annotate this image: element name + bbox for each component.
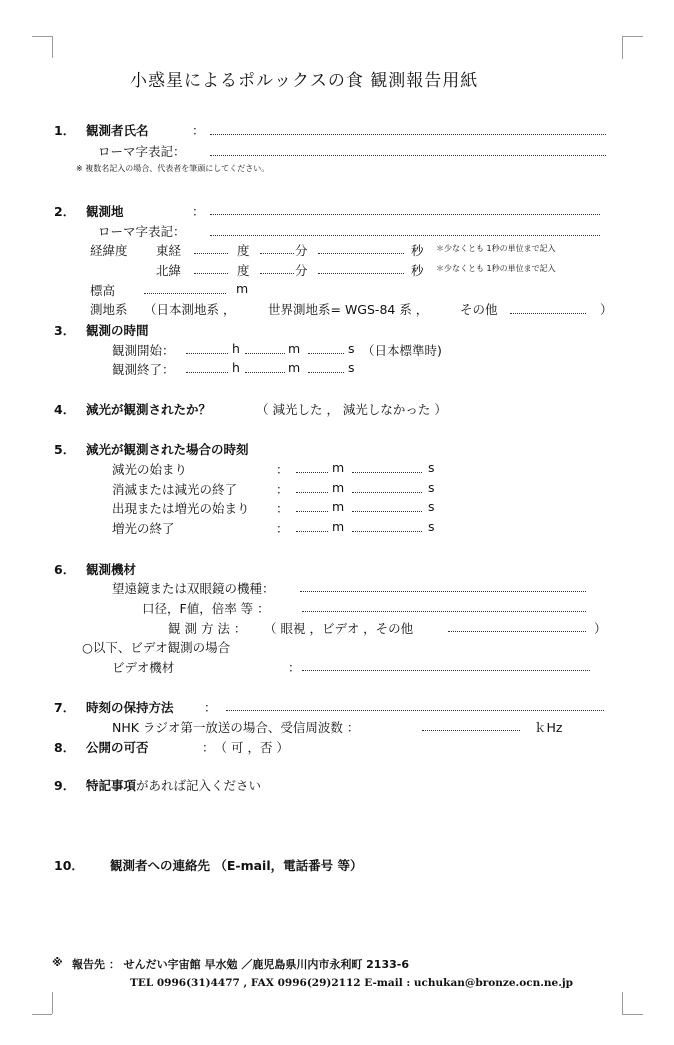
method-close: ） [594, 621, 607, 636]
datum-label: 測地系 [90, 302, 128, 317]
s1-label: 観測者氏名 [86, 123, 149, 138]
s5-row-m-field[interactable] [296, 531, 328, 532]
s5-row-s-unit: s [428, 480, 435, 495]
north-sec-field[interactable] [318, 273, 404, 274]
end-h-field[interactable] [186, 372, 228, 373]
s2-number: 2． [54, 204, 76, 219]
datum-other-field[interactable] [510, 313, 586, 314]
east-min-field[interactable] [260, 253, 294, 254]
s5-label: 減光が観測された場合の時刻 [86, 442, 249, 457]
datum-close: ） [600, 302, 613, 317]
publish-options[interactable]: ： （ 可 ，否 ） [202, 740, 289, 755]
crop-mark-top-right [622, 36, 643, 59]
east-deg-unit: 度 [237, 243, 250, 258]
start-m-field[interactable] [245, 353, 285, 354]
video-note: ○以下、ビデオ観測の場合 [82, 640, 231, 655]
video-field[interactable] [302, 670, 590, 671]
s9-label-rest: があれば記入ください [136, 778, 262, 793]
footer-mark: ※ [52, 956, 63, 969]
site-roma-field[interactable] [210, 235, 600, 236]
start-m-unit: m [288, 341, 301, 356]
s4-options[interactable]: （ 減光した ， 減光しなかった ） [256, 402, 447, 417]
nhk-freq-field[interactable] [422, 730, 520, 731]
s5-row-m-field[interactable] [296, 472, 328, 473]
s6-number: 6． [54, 562, 76, 577]
contact-area[interactable] [86, 876, 606, 936]
aperture-field[interactable] [302, 611, 586, 612]
start-s-unit: s [348, 341, 355, 356]
start-label: 観測開始： [112, 343, 175, 358]
s9-label-bold: 特記事項 [86, 778, 137, 793]
timekeeping-field[interactable] [226, 710, 604, 711]
north-min-unit: 分 [295, 263, 308, 278]
alt-label: 標高 [90, 283, 116, 298]
s7-label: 時刻の保持方法 [86, 700, 174, 715]
footer-line2: TEL 0996(31)4477 , FAX 0996(29)2112 E-mail : uchukan@bronze.ocn.ne.jp [130, 977, 574, 989]
nhk-label: NHK ラジオ第一放送の場合、受信周波数 ： [112, 720, 360, 735]
s5-row-label: 増光の終了 [112, 521, 175, 536]
s3-label: 観測の時間 [86, 323, 149, 338]
end-m-unit: m [288, 360, 301, 375]
s1-number: 1． [54, 123, 76, 138]
crop-mark-bottom-left-v [52, 992, 53, 1014]
s5-row-s-unit: s [428, 460, 435, 475]
video-colon: ： [288, 660, 301, 675]
north-deg-unit: 度 [237, 263, 250, 278]
s8-label: 公開の可否 [86, 740, 149, 755]
s5-row-s-unit: s [428, 499, 435, 514]
s5-row-colon: ： [276, 521, 289, 536]
s5-row-s-field[interactable] [352, 511, 422, 512]
s5-row-label: 減光の始まり [112, 462, 188, 477]
s5-row-s-field[interactable] [352, 472, 422, 473]
s5-row-label: 出現または増光の始まり [112, 501, 250, 516]
s5-row-label: 消滅または減光の終了 [112, 482, 238, 497]
aperture-label: 口径，F値，倍率 等 ： [142, 601, 270, 616]
page-title: 小惑星によるポルックスの食 観測報告用紙 [130, 71, 479, 91]
s10-label: 観測者への連絡先 （E-mail，電話番号 等） [110, 858, 363, 873]
east-sec-unit: 秒 [411, 243, 424, 258]
alt-field[interactable] [144, 293, 226, 294]
s5-row-s-field[interactable] [352, 531, 422, 532]
north-min-field[interactable] [260, 273, 294, 274]
s6-label: 観測機材 [86, 562, 137, 577]
end-label: 観測終了： [112, 362, 175, 377]
start-s-field[interactable] [308, 353, 344, 354]
scope-field[interactable] [300, 591, 586, 592]
s7-colon: ： [204, 700, 217, 715]
s5-row-colon: ： [276, 501, 289, 516]
east-sec-field[interactable] [318, 253, 404, 254]
method-other-field[interactable] [448, 631, 586, 632]
scope-label: 望遠鏡または双眼鏡の機種： [112, 581, 275, 596]
datum-wgs-option[interactable]: 世界測地系= WGS-84 系 ， [268, 302, 429, 317]
s2-roma-label: ローマ字表記： [98, 224, 186, 239]
s5-row-m-unit: m [332, 499, 345, 514]
s4-number: 4． [54, 402, 76, 417]
method-label: 観 測 方 法 ： [168, 621, 247, 636]
s10-number: 10． [54, 858, 84, 873]
s5-row-s-field[interactable] [352, 492, 422, 493]
s2-label: 観測地 [86, 204, 124, 219]
s5-row-m-unit: m [332, 460, 345, 475]
north-label: 北緯 [156, 263, 182, 278]
s5-row-colon: ： [276, 462, 289, 477]
s9-number: 9． [54, 778, 76, 793]
s5-row-colon: ： [276, 482, 289, 497]
datum-other-option[interactable]: その他 [460, 302, 498, 317]
s5-row-m-field[interactable] [296, 511, 328, 512]
s5-row-m-unit: m [332, 519, 345, 534]
s8-number: 8． [54, 740, 76, 755]
s1-note: ※ 複数名記入の場合、代表者を筆頭にしてください。 [76, 164, 270, 173]
s1-roma-label: ローマ字表記： [98, 144, 186, 159]
observer-name-field[interactable] [210, 134, 606, 135]
s4-label: 減光が観測されたか？ [86, 402, 212, 417]
s2-colon: ： [192, 204, 205, 219]
s5-row-m-unit: m [332, 480, 345, 495]
s1-colon: ： [192, 123, 205, 138]
crop-mark-bottom-right [622, 992, 643, 1015]
north-sec-unit: 秒 [411, 263, 424, 278]
video-label: ビデオ機材 [112, 660, 175, 675]
s3-number: 3． [54, 323, 76, 338]
end-m-field[interactable] [245, 372, 285, 373]
east-note: ＊少なくとも 1秒の単位まで記入 [436, 244, 556, 253]
khz-unit: ｋHz [534, 720, 563, 735]
footer-line1: 報告先 ： せんだい宇宙館 早水勉 ／鹿児島県川内市永利町 2133-6 [72, 958, 409, 971]
s5-row-s-unit: s [428, 519, 435, 534]
end-s-unit: s [348, 360, 355, 375]
crop-mark-bottom-left [32, 992, 52, 1015]
start-h-field[interactable] [186, 353, 228, 354]
alt-unit: m [236, 281, 249, 296]
end-h-unit: h [232, 360, 240, 375]
s5-row-m-field[interactable] [296, 492, 328, 493]
start-h-unit: h [232, 341, 240, 356]
jst-note: （日本標準時) [362, 343, 442, 358]
end-s-field[interactable] [308, 372, 344, 373]
observer-roma-field[interactable] [210, 155, 606, 156]
datum-tokyo-option[interactable]: （日本測地系 ， [144, 302, 236, 317]
north-note: ＊少なくとも 1秒の単位まで記入 [436, 264, 556, 273]
lonlat-label: 経緯度 [90, 243, 128, 258]
s7-number: 7． [54, 700, 76, 715]
crop-mark-top-left-v [52, 36, 53, 58]
east-min-unit: 分 [295, 243, 308, 258]
north-deg-field[interactable] [194, 273, 228, 274]
remarks-area[interactable] [86, 796, 606, 846]
s5-number: 5． [54, 442, 76, 457]
east-label: 東経 [156, 243, 182, 258]
method-options[interactable]: （ 眼視 ，ビデオ ，その他 [264, 621, 414, 636]
crop-mark-top-left [32, 36, 52, 59]
s9-label [86, 776, 261, 794]
site-field[interactable] [210, 214, 600, 215]
east-deg-field[interactable] [194, 253, 228, 254]
